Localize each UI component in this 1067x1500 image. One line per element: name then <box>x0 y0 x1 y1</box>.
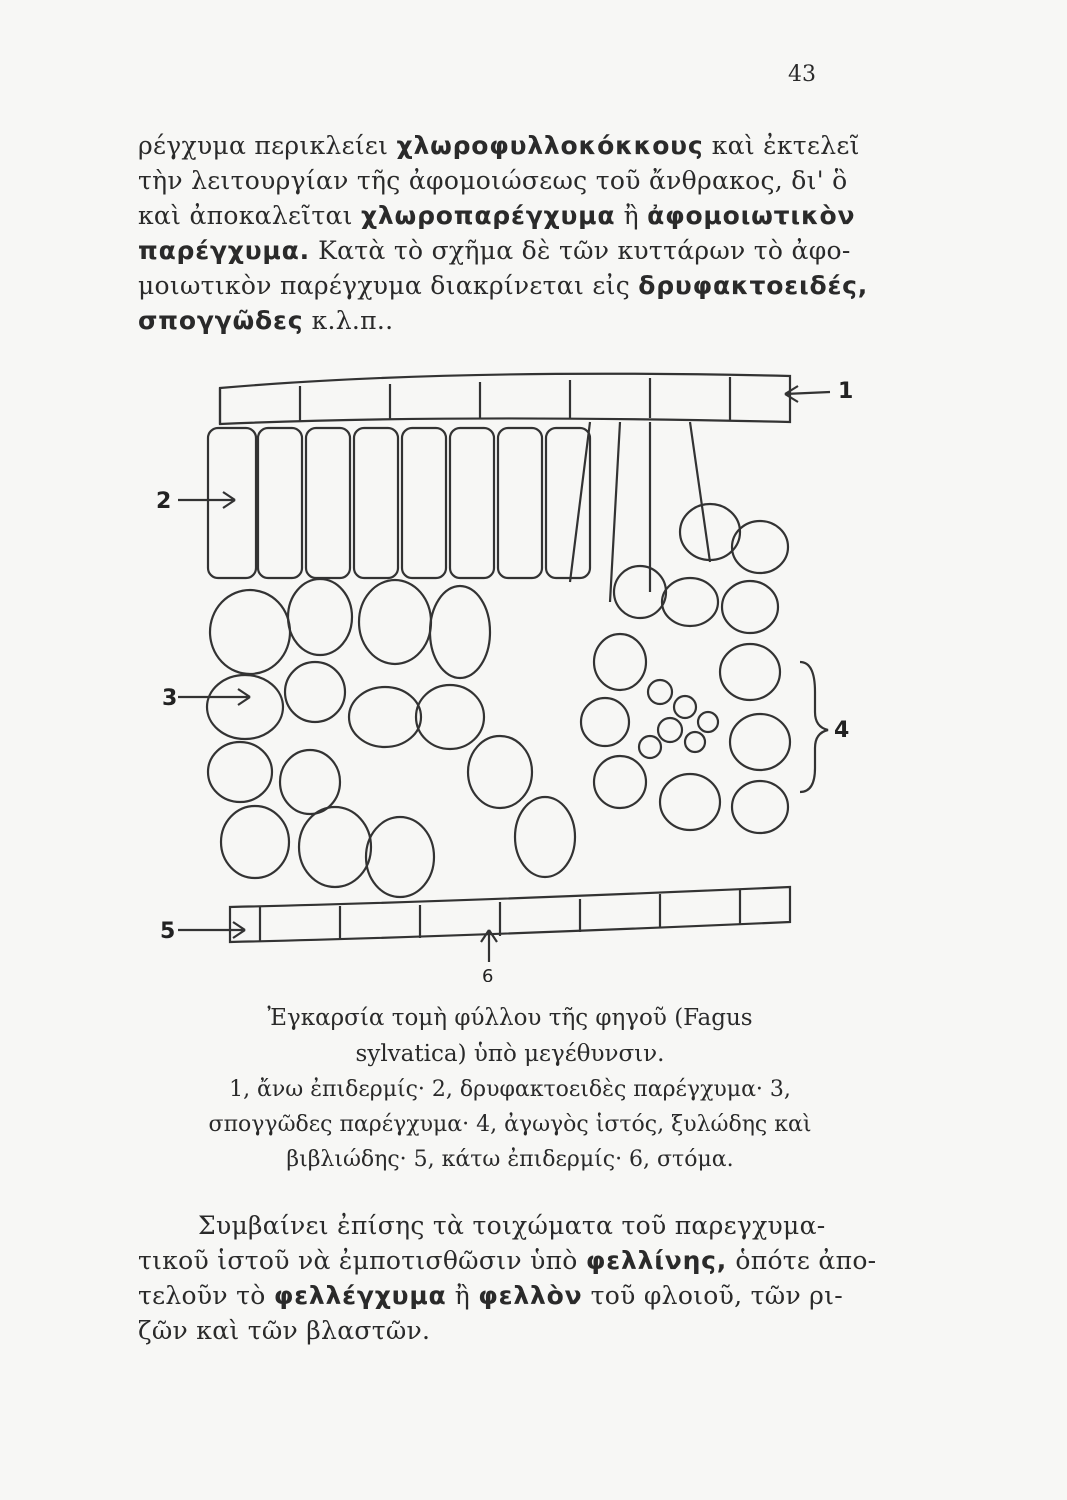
text-span: κ.λ.π.. <box>303 306 394 335</box>
text-line <box>138 233 878 268</box>
vascular-brace <box>800 662 828 792</box>
arrow-1 <box>785 386 830 402</box>
text-line <box>138 1278 878 1313</box>
page-number: 43 <box>788 62 816 87</box>
figure-label-6: 6 <box>482 966 494 982</box>
arrow-2 <box>178 492 235 508</box>
text-span: τικοῦ ἱστοῦ νὰ ἐμποτισθῶσιν ὑπὸ <box>138 1246 586 1275</box>
caption-line: Ἐγκαρσία τομὴ φύλλου τῆς φηγοῦ (Fagus <box>267 1005 753 1031</box>
term-chlorophyll-grains: χλωροφυλλοκόκκους <box>396 131 704 160</box>
text-line <box>138 1313 878 1348</box>
text-line <box>138 198 878 233</box>
text-span: Συμβαίνει ἐπίσης τὰ τοιχώματα τοῦ παρεγχυμα- <box>198 1211 826 1240</box>
term-palisade: δρυφακτοειδές, <box>638 271 869 300</box>
text-span: ὁπότε ἀπο- <box>727 1246 877 1275</box>
text-span: καὶ ἐκτελεῖ <box>703 131 860 160</box>
text-span: ρέγχυμα περικλείει <box>138 131 397 160</box>
figure-label-4: 4 <box>834 718 850 743</box>
text-span: τὴν λειτουργίαν τῆς ἀφομοιώσεως τοῦ ἄνθρακος, δι' ὃ <box>138 166 848 195</box>
paragraph-1 <box>138 128 878 338</box>
caption-line: sylvatica) ὑπὸ μεγέθυνσιν. <box>355 1041 665 1067</box>
paragraph-2 <box>138 1208 878 1348</box>
text-line <box>138 303 878 338</box>
legend-line: 1, ἄνω ἐπιδερμίς· 2, δρυφακτοειδὲς παρέγχυμα· 3, <box>229 1077 791 1102</box>
figure-label-3: 3 <box>162 686 178 711</box>
figure-label-5: 5 <box>160 919 176 944</box>
figure-caption <box>140 1000 880 1072</box>
text-line <box>138 163 878 198</box>
text-line <box>138 268 878 303</box>
term-phelloderm: φελλέγχυμα <box>273 1281 447 1310</box>
text-line <box>138 1243 878 1278</box>
leaf-cross-section-figure <box>150 362 870 982</box>
text-line <box>138 128 878 163</box>
figure-legend <box>140 1072 880 1177</box>
text-line <box>138 1208 878 1243</box>
text-span: μοιωτικὸν παρέγχυμα διακρίνεται εἰς <box>138 271 639 300</box>
text-span: ἢ <box>615 201 648 230</box>
text-span: τοῦ φλοιοῦ, τῶν ρι- <box>582 1281 844 1310</box>
figure-label-1: 1 <box>838 379 854 404</box>
term-chloroparenchyma: χλωροπαρέγχυμα <box>361 201 616 230</box>
upper-epidermis <box>220 374 790 424</box>
text-span: ζῶν καὶ τῶν βλαστῶν. <box>138 1316 431 1345</box>
spongy-cells <box>207 579 575 897</box>
palisade-cells <box>208 422 710 602</box>
term-cork: φελλὸν <box>478 1281 583 1310</box>
figure-label-2: 2 <box>156 489 172 514</box>
text-span: ἢ <box>446 1281 479 1310</box>
term-parenchyma: παρέγχυμα. <box>138 236 310 265</box>
text-span: τελοῦν τὸ <box>138 1281 274 1310</box>
term-suberin: φελλίνης, <box>585 1246 728 1275</box>
term-spongy: σπογγῶδες <box>138 306 304 335</box>
lower-epidermis <box>230 887 790 942</box>
arrow-3 <box>178 689 250 705</box>
legend-line: σπογγῶδες παρέγχυμα· 4, ἀγωγὸς ἱστός, ξυλώδης καὶ <box>208 1112 812 1137</box>
text-span: καὶ ἀποκαλεῖται <box>138 201 361 230</box>
text-span: Κατὰ τὸ σχῆμα δὲ τῶν κυττάρων τὸ ἀφο- <box>309 236 851 265</box>
arrow-5 <box>178 922 245 938</box>
legend-line: βιβλιώδης· 5, κάτω ἐπιδερμίς· 6, στόμα. <box>286 1147 734 1172</box>
term-assimilating: ἀφομοιωτικὸν <box>647 201 856 230</box>
